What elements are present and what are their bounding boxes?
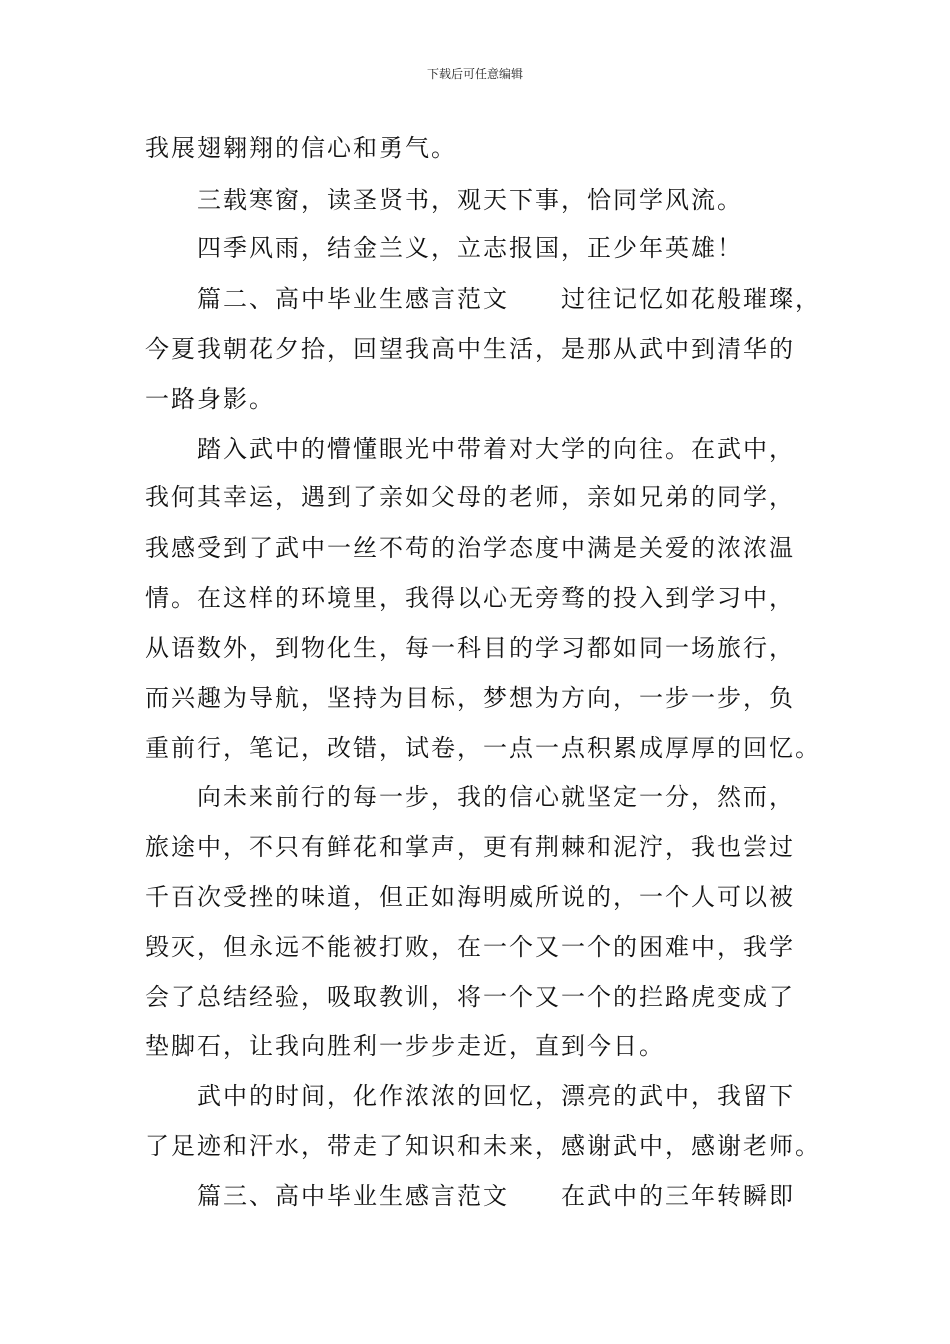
text-line: 情。在这样的环境里，我得以心无旁骛的投入到学习中，: [145, 584, 795, 612]
text-line: 篇二、高中毕业生感言范文 过往记忆如花般璀璨，: [197, 285, 821, 313]
text-line: 武中的时间，化作浓浓的回忆，漂亮的武中，我留下: [197, 1082, 795, 1110]
text-line: 我感受到了武中一丝不苟的治学态度中满是关爱的浓浓温: [145, 534, 795, 562]
text-line: 旅途中，不只有鲜花和掌声，更有荆棘和泥泞，我也尝过: [145, 833, 795, 861]
text-line: 垫脚石，让我向胜利一步步走近，直到今日。: [145, 1032, 665, 1060]
text-line: 了足迹和汗水，带走了知识和未来，感谢武中，感谢老师。: [145, 1132, 821, 1160]
text-line: 篇三、高中毕业生感言范文 在武中的三年转瞬即: [197, 1182, 795, 1210]
text-line: 一路身影。: [145, 385, 275, 413]
text-line: 三载寒窗，读圣贤书，观天下事，恰同学风流。: [197, 186, 743, 214]
text-line: 今夏我朝花夕拾，回望我高中生活，是那从武中到清华的: [145, 335, 795, 363]
text-line: 我何其幸运，遇到了亲如父母的老师，亲如兄弟的同学，: [145, 483, 795, 511]
text-line: 毁灭，但永远不能被打败，在一个又一个的困难中，我学: [145, 933, 795, 961]
text-line: 从语数外，到物化生，每一科目的学习都如同一场旅行，: [145, 634, 795, 662]
text-line: 千百次受挫的味道，但正如海明威所说的，一个人可以被: [145, 883, 795, 911]
page-header: 下载后可任意编辑: [426, 67, 523, 81]
text-line: 向未来前行的每一步，我的信心就坚定一分，然而，: [197, 783, 795, 811]
text-line: 四季风雨，结金兰义，立志报国，正少年英雄！: [197, 234, 743, 262]
text-line: 重前行，笔记，改错，试卷，一点一点积累成厚厚的回忆。: [145, 734, 821, 762]
text-line: 而兴趣为导航，坚持为目标，梦想为方向，一步一步，负: [145, 684, 795, 712]
text-line: 踏入武中的懵懂眼光中带着对大学的向往。在武中，: [197, 435, 795, 463]
text-line: 会了总结经验，吸取教训，将一个又一个的拦路虎变成了: [145, 983, 795, 1011]
text-line: 我展翅翱翔的信心和勇气。: [145, 134, 457, 162]
